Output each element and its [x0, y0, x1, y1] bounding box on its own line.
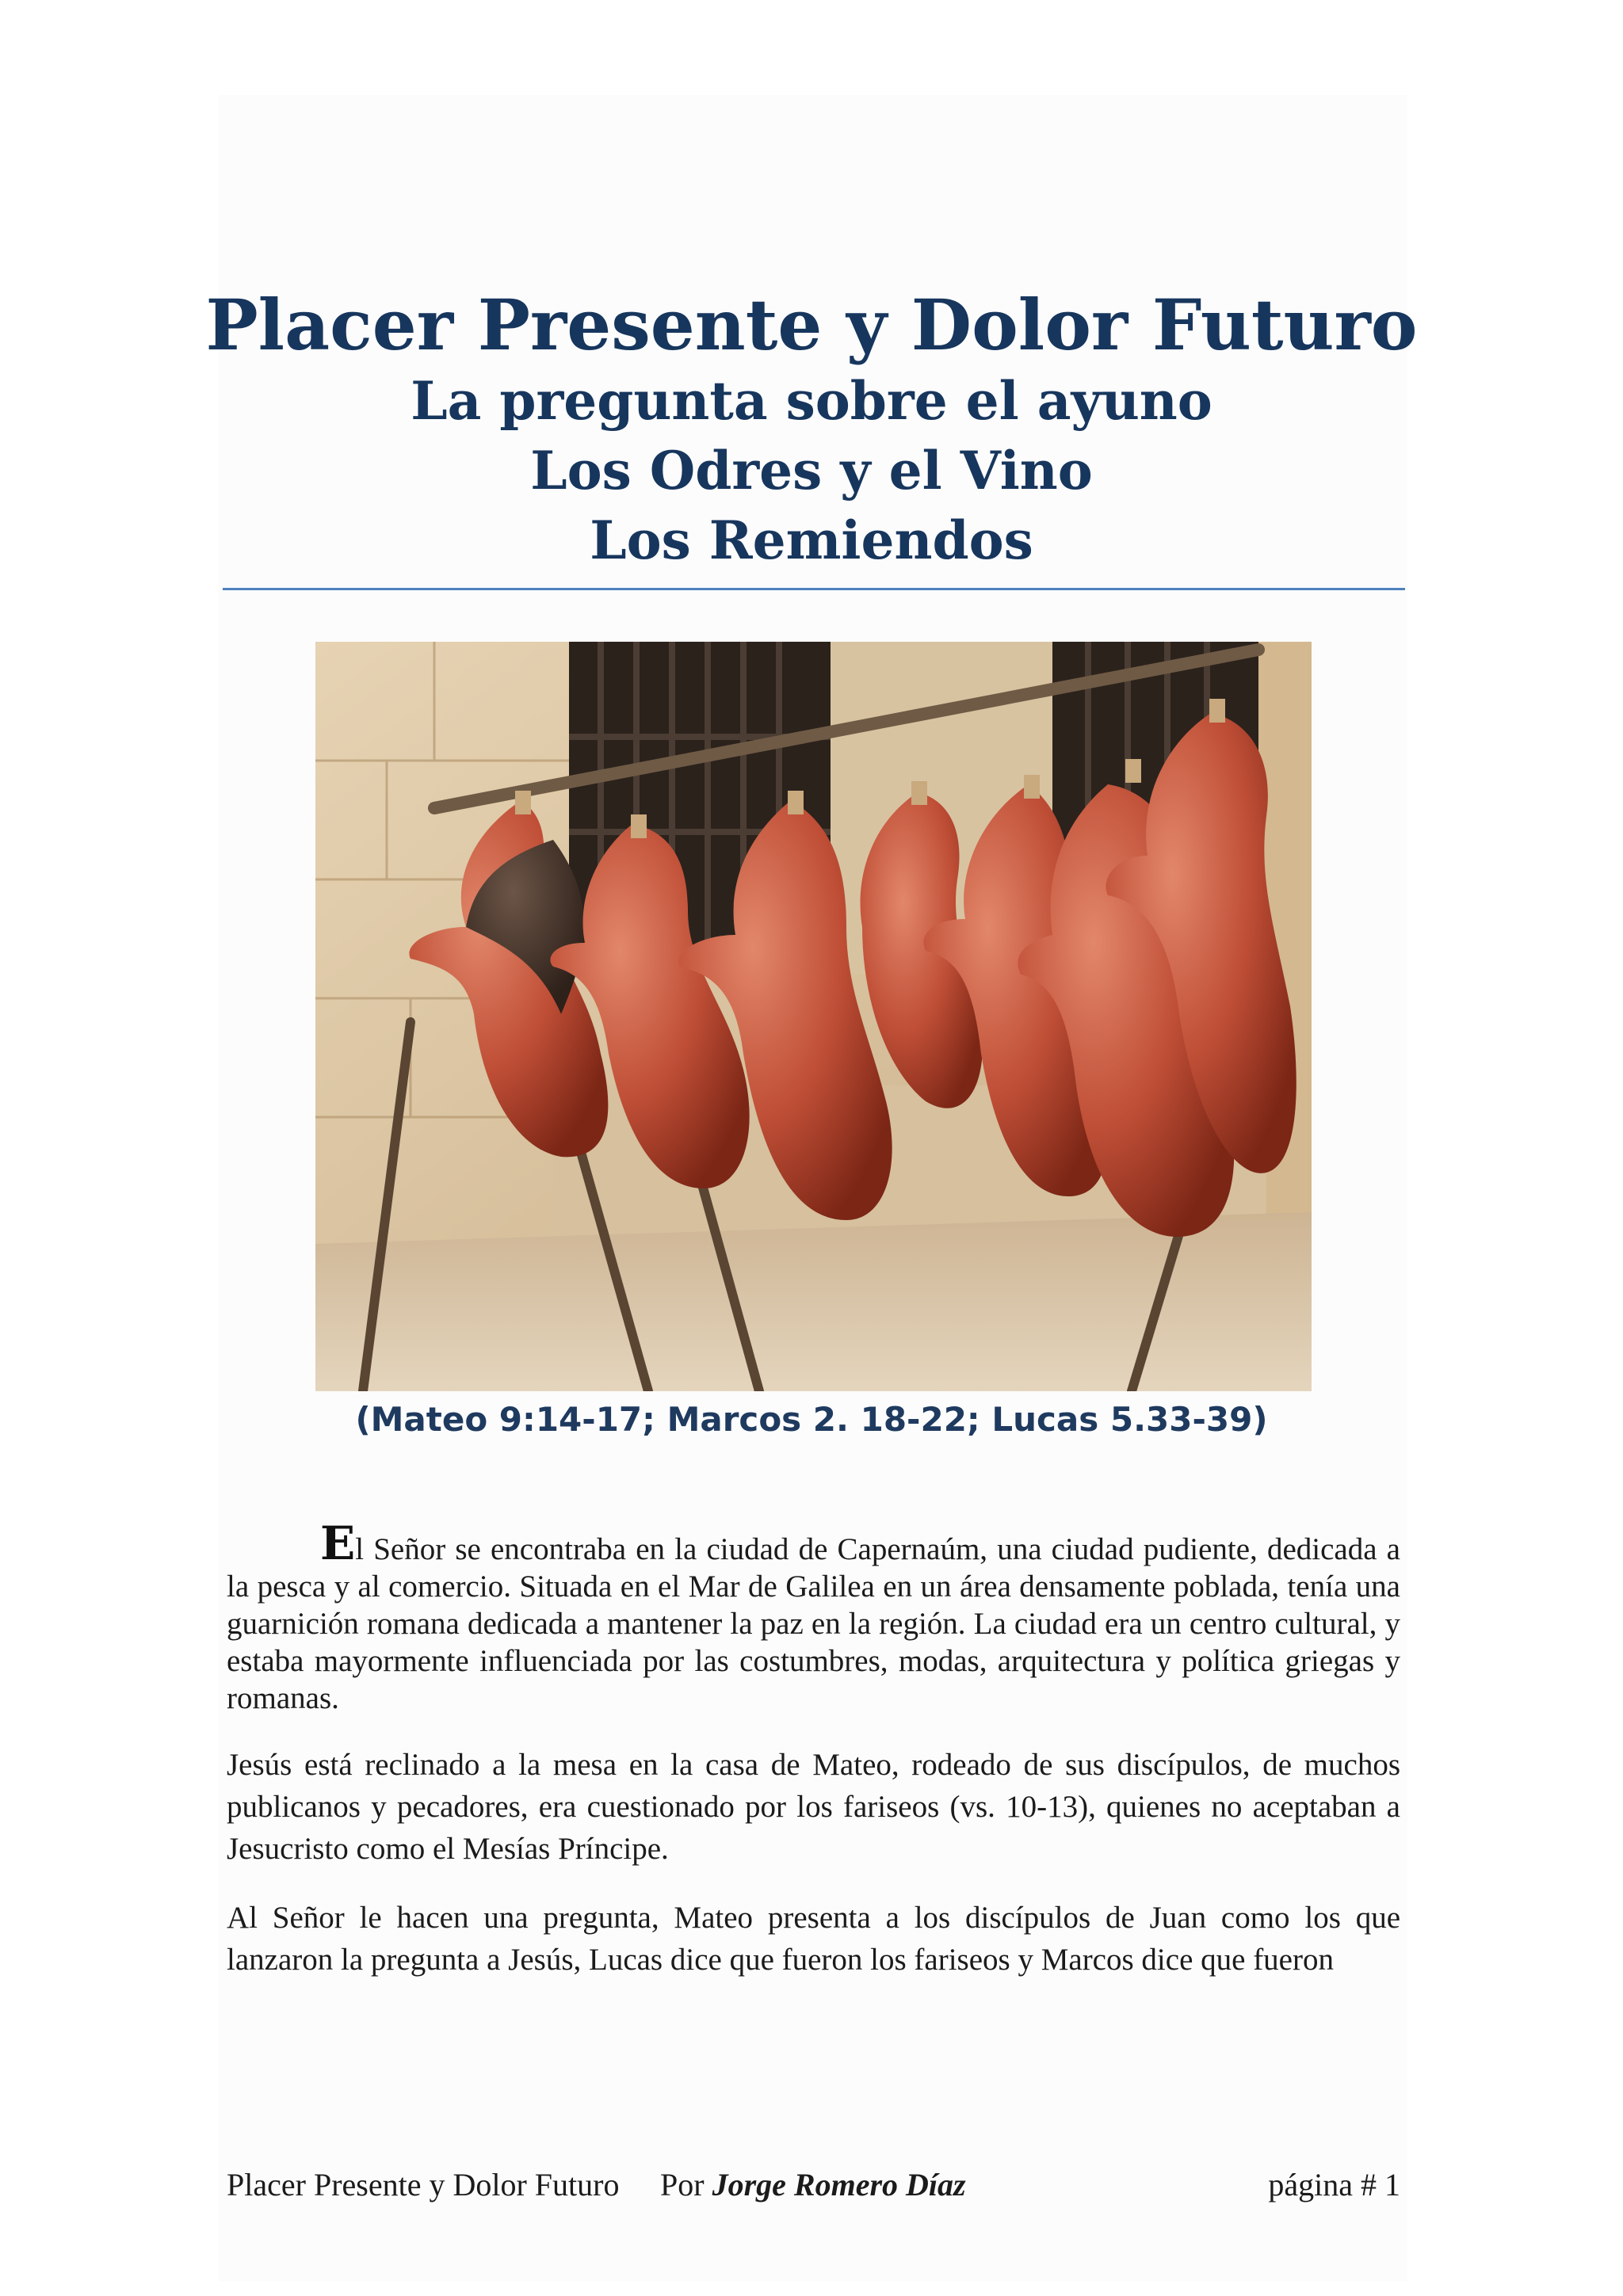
- footer-author: Jorge Romero Díaz: [712, 2167, 966, 2203]
- page-title: Placer Presente y Dolor Futuro: [205, 284, 1418, 366]
- subtitle-odres: Los Odres y el Vino: [530, 440, 1093, 502]
- paragraph-1-text: l Señor se encontraba en la ciudad de Capernaúm, una ciudad pudiente, dedicada a la pesca y al comercio. Situada en el Mar de Galilea en un área densamente poblada, tenía una guarnición romana dedicada a mantener la paz en la región. La ciudad era un centro cultural, y estaba mayormente influenciada por las costumbres, modas, arquitectura y política griegas y romanas.: [227, 1532, 1400, 1715]
- paragraph-1: [227, 1516, 1400, 1717]
- footer-byline: [660, 2163, 966, 2207]
- subtitle-ayuno: La pregunta sobre el ayuno: [411, 370, 1212, 432]
- wineskins-photo: [315, 642, 1312, 1391]
- subtitle-remiendos: Los Remiendos: [590, 509, 1033, 571]
- title-divider: [223, 588, 1405, 590]
- page-number: página # 1: [1268, 2167, 1400, 2203]
- paragraph-3: Al Señor le hacen una pregunta, Mateo presenta a los discípulos de Juan como los que lanzaron la pregunta a Jesús, Lucas dice que fueron los fariseos y Marcos dice que fueron: [227, 1901, 1400, 1977]
- footer-by: Por: [660, 2167, 705, 2203]
- footer-title: Placer Presente y Dolor Futuro: [227, 2167, 620, 2203]
- drop-cap: E: [320, 1516, 356, 1570]
- scripture-reference: (Mateo 9:14-17; Marcos 2. 18-22; Lucas 5.33-39): [355, 1400, 1268, 1439]
- page-footer: [227, 2163, 1400, 2210]
- title-block: [0, 284, 1623, 575]
- body-text: [227, 1516, 1400, 2008]
- paragraph-2: Jesús está reclinado a la mesa en la casa de Mateo, rodeado de sus discípulos, de muchos publicanos y pecadores, era cuestionado por los fariseos (vs. 10-13), quienes no aceptaban a Jesucristo como el Mesías Príncipe.: [227, 1748, 1400, 1866]
